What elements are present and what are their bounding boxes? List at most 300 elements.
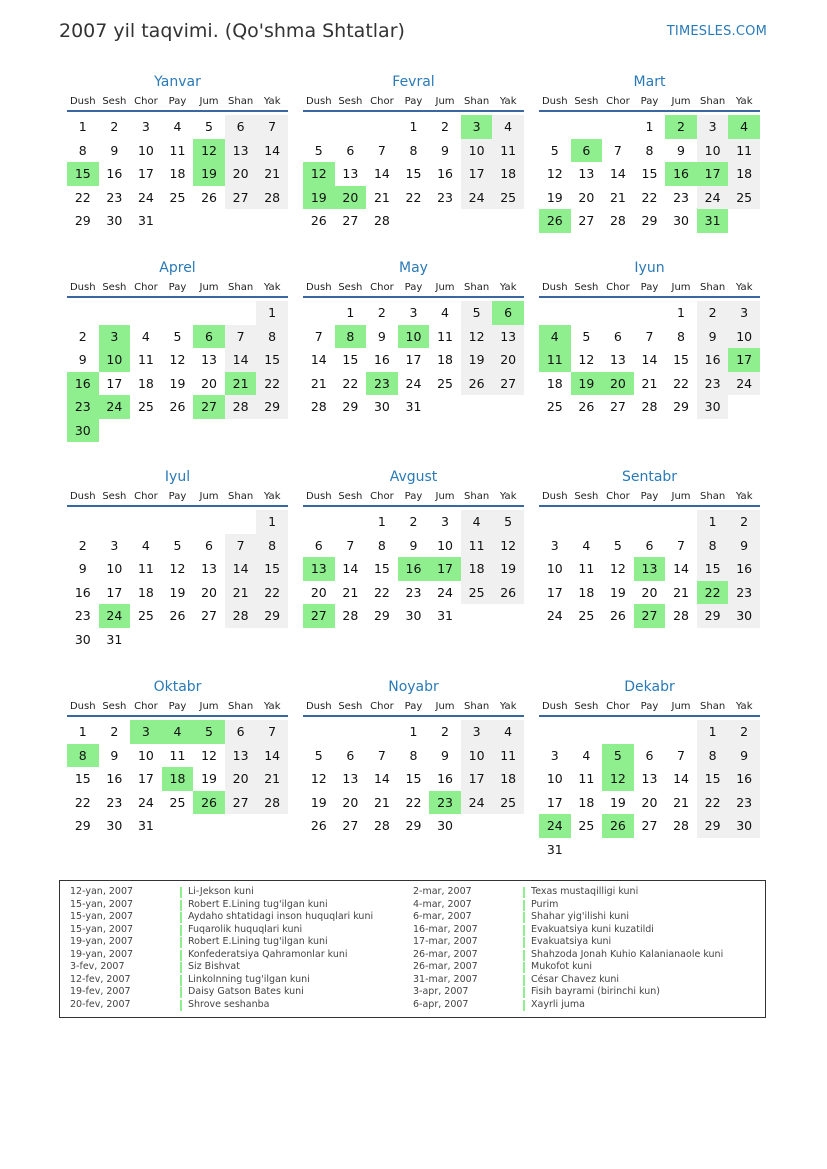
- day-cell[interactable]: 25: [137, 608, 154, 624]
- day-cell[interactable]: 1: [78, 119, 87, 135]
- holiday-day-cell[interactable]: 6: [492, 301, 524, 325]
- day-cell[interactable]: 16: [697, 348, 729, 372]
- day-cell[interactable]: 20: [641, 584, 658, 600]
- day-cell[interactable]: 4: [492, 720, 524, 744]
- day-cell[interactable]: 4: [173, 119, 182, 135]
- day-cell[interactable]: 17: [546, 584, 563, 600]
- day-cell[interactable]: 4: [492, 115, 524, 139]
- holiday-day-cell[interactable]: 26: [193, 791, 225, 815]
- day-cell[interactable]: 23: [697, 372, 729, 396]
- day-cell[interactable]: 27: [609, 399, 626, 415]
- day-cell[interactable]: 9: [78, 561, 87, 577]
- day-cell[interactable]: 6: [346, 142, 355, 158]
- holiday-day-cell[interactable]: 23: [366, 372, 398, 396]
- day-cell[interactable]: 24: [461, 186, 493, 210]
- day-cell[interactable]: 28: [609, 213, 626, 229]
- day-cell[interactable]: 12: [546, 166, 563, 182]
- holiday-day-cell[interactable]: 19: [193, 162, 225, 186]
- day-cell[interactable]: 26: [609, 608, 626, 624]
- day-cell[interactable]: 4: [441, 305, 449, 321]
- day-cell[interactable]: 17: [106, 375, 123, 391]
- holiday-day-cell[interactable]: 5: [193, 720, 225, 744]
- day-cell[interactable]: 6: [346, 747, 355, 763]
- day-cell[interactable]: 23: [74, 608, 91, 624]
- day-cell[interactable]: 6: [645, 747, 654, 763]
- day-cell[interactable]: 18: [137, 375, 154, 391]
- day-cell[interactable]: 25: [546, 399, 563, 415]
- holiday-day-cell[interactable]: 18: [162, 767, 194, 791]
- day-cell[interactable]: 5: [173, 328, 182, 344]
- day-cell[interactable]: 10: [437, 537, 453, 553]
- day-cell[interactable]: 15: [673, 352, 689, 368]
- day-cell[interactable]: 14: [225, 557, 257, 581]
- day-cell[interactable]: 25: [461, 581, 493, 605]
- day-cell[interactable]: 20: [578, 189, 595, 205]
- day-cell[interactable]: 22: [373, 584, 390, 600]
- holiday-day-cell[interactable]: 2: [665, 115, 697, 139]
- day-cell[interactable]: 10: [461, 139, 493, 163]
- day-cell[interactable]: 10: [728, 325, 760, 349]
- day-cell[interactable]: 11: [728, 139, 760, 163]
- day-cell[interactable]: 28: [673, 608, 689, 624]
- day-cell[interactable]: 10: [106, 561, 123, 577]
- day-cell[interactable]: 3: [697, 115, 729, 139]
- day-cell[interactable]: 24: [137, 189, 154, 205]
- day-cell[interactable]: 1: [377, 514, 386, 530]
- day-cell[interactable]: 3: [409, 305, 418, 321]
- day-cell[interactable]: 29: [405, 818, 422, 834]
- day-cell[interactable]: 8: [409, 142, 418, 158]
- day-cell[interactable]: 13: [342, 771, 359, 787]
- holiday-day-cell[interactable]: 27: [193, 395, 225, 419]
- day-cell[interactable]: 13: [225, 139, 257, 163]
- day-cell[interactable]: 20: [201, 584, 217, 600]
- day-cell[interactable]: 8: [256, 534, 288, 558]
- day-cell[interactable]: 14: [373, 166, 390, 182]
- day-cell[interactable]: 24: [728, 372, 760, 396]
- day-cell[interactable]: 6: [205, 537, 213, 553]
- holiday-day-cell[interactable]: 12: [193, 139, 225, 163]
- day-cell[interactable]: 14: [256, 139, 288, 163]
- day-cell[interactable]: 8: [78, 142, 87, 158]
- day-cell[interactable]: 28: [256, 186, 288, 210]
- day-cell[interactable]: 29: [256, 395, 288, 419]
- day-cell[interactable]: 27: [225, 186, 257, 210]
- day-cell[interactable]: 1: [346, 305, 355, 321]
- day-cell[interactable]: 30: [106, 818, 123, 834]
- day-cell[interactable]: 9: [728, 534, 760, 558]
- day-cell[interactable]: 15: [256, 348, 288, 372]
- day-cell[interactable]: 27: [578, 213, 595, 229]
- day-cell[interactable]: 4: [461, 510, 493, 534]
- day-cell[interactable]: 7: [225, 534, 257, 558]
- day-cell[interactable]: 16: [106, 771, 123, 787]
- holiday-day-cell[interactable]: 4: [162, 720, 194, 744]
- day-cell[interactable]: 15: [342, 352, 359, 368]
- day-cell[interactable]: 27: [342, 818, 359, 834]
- holiday-day-cell[interactable]: 12: [303, 162, 335, 186]
- holiday-day-cell[interactable]: 17: [728, 348, 760, 372]
- day-cell[interactable]: 17: [461, 162, 493, 186]
- day-cell[interactable]: 18: [461, 557, 493, 581]
- day-cell[interactable]: 22: [405, 794, 422, 810]
- day-cell[interactable]: 7: [377, 747, 386, 763]
- day-cell[interactable]: 4: [141, 328, 150, 344]
- day-cell[interactable]: 5: [314, 747, 323, 763]
- day-cell[interactable]: 4: [582, 537, 591, 553]
- day-cell[interactable]: 1: [697, 510, 729, 534]
- day-cell[interactable]: 22: [673, 375, 689, 391]
- day-cell[interactable]: 27: [201, 608, 217, 624]
- holiday-day-cell[interactable]: 3: [130, 720, 162, 744]
- day-cell[interactable]: 2: [78, 537, 87, 553]
- day-cell[interactable]: 20: [225, 767, 257, 791]
- day-cell[interactable]: 3: [110, 537, 119, 553]
- day-cell[interactable]: 25: [492, 186, 524, 210]
- day-cell[interactable]: 17: [106, 584, 123, 600]
- day-cell[interactable]: 23: [106, 189, 123, 205]
- day-cell[interactable]: 6: [225, 720, 257, 744]
- day-cell[interactable]: 12: [609, 561, 626, 577]
- day-cell[interactable]: 23: [405, 584, 422, 600]
- day-cell[interactable]: 31: [437, 608, 453, 624]
- day-cell[interactable]: 23: [437, 189, 453, 205]
- day-cell[interactable]: 2: [728, 510, 760, 534]
- day-cell[interactable]: 12: [461, 325, 493, 349]
- day-cell[interactable]: 11: [137, 352, 154, 368]
- day-cell[interactable]: 26: [492, 581, 524, 605]
- day-cell[interactable]: 14: [673, 771, 689, 787]
- holiday-day-cell[interactable]: 24: [539, 814, 571, 838]
- holiday-day-cell[interactable]: 8: [335, 325, 367, 349]
- day-cell[interactable]: 22: [74, 794, 91, 810]
- day-cell[interactable]: 3: [550, 747, 559, 763]
- day-cell[interactable]: 16: [74, 584, 91, 600]
- day-cell[interactable]: 22: [256, 581, 288, 605]
- day-cell[interactable]: 19: [609, 584, 626, 600]
- day-cell[interactable]: 18: [578, 794, 595, 810]
- day-cell[interactable]: 30: [673, 213, 689, 229]
- day-cell[interactable]: 1: [78, 724, 87, 740]
- day-cell[interactable]: 3: [728, 301, 760, 325]
- day-cell[interactable]: 23: [728, 791, 760, 815]
- holiday-day-cell[interactable]: 10: [99, 348, 131, 372]
- day-cell[interactable]: 15: [641, 166, 658, 182]
- day-cell[interactable]: 11: [492, 744, 524, 768]
- day-cell[interactable]: 8: [409, 747, 418, 763]
- day-cell[interactable]: 27: [492, 372, 524, 396]
- day-cell[interactable]: 1: [409, 119, 418, 135]
- day-cell[interactable]: 7: [677, 747, 685, 763]
- day-cell[interactable]: 7: [613, 142, 622, 158]
- day-cell[interactable]: 11: [461, 534, 493, 558]
- day-cell[interactable]: 5: [173, 537, 182, 553]
- day-cell[interactable]: 1: [409, 724, 418, 740]
- day-cell[interactable]: 7: [256, 720, 288, 744]
- day-cell[interactable]: 31: [546, 841, 563, 857]
- day-cell[interactable]: 22: [342, 375, 359, 391]
- day-cell[interactable]: 15: [74, 771, 91, 787]
- holiday-day-cell[interactable]: 26: [602, 814, 634, 838]
- day-cell[interactable]: 5: [461, 301, 493, 325]
- day-cell[interactable]: 26: [461, 372, 493, 396]
- day-cell[interactable]: 19: [461, 348, 493, 372]
- day-cell[interactable]: 1: [697, 720, 729, 744]
- day-cell[interactable]: 30: [373, 399, 390, 415]
- day-cell[interactable]: 23: [106, 794, 123, 810]
- day-cell[interactable]: 29: [697, 604, 729, 628]
- day-cell[interactable]: 25: [492, 791, 524, 815]
- day-cell[interactable]: 25: [169, 189, 186, 205]
- holiday-day-cell[interactable]: 3: [461, 115, 493, 139]
- day-cell[interactable]: 29: [74, 213, 91, 229]
- day-cell[interactable]: 15: [697, 557, 729, 581]
- day-cell[interactable]: 20: [641, 794, 658, 810]
- day-cell[interactable]: 15: [405, 166, 422, 182]
- holiday-day-cell[interactable]: 15: [67, 162, 99, 186]
- day-cell[interactable]: 2: [409, 514, 418, 530]
- day-cell[interactable]: 22: [256, 372, 288, 396]
- day-cell[interactable]: 10: [461, 744, 493, 768]
- day-cell[interactable]: 10: [546, 561, 563, 577]
- day-cell[interactable]: 26: [169, 399, 186, 415]
- day-cell[interactable]: 9: [110, 747, 119, 763]
- day-cell[interactable]: 8: [697, 534, 729, 558]
- day-cell[interactable]: 30: [697, 395, 729, 419]
- day-cell[interactable]: 14: [256, 744, 288, 768]
- day-cell[interactable]: 9: [697, 325, 729, 349]
- day-cell[interactable]: 21: [256, 162, 288, 186]
- day-cell[interactable]: 18: [169, 166, 186, 182]
- holiday-day-cell[interactable]: 20: [335, 186, 367, 210]
- day-cell[interactable]: 21: [225, 581, 257, 605]
- day-cell[interactable]: 26: [310, 818, 327, 834]
- day-cell[interactable]: 3: [141, 119, 150, 135]
- day-cell[interactable]: 7: [225, 325, 257, 349]
- day-cell[interactable]: 3: [441, 514, 449, 530]
- day-cell[interactable]: 20: [342, 794, 359, 810]
- day-cell[interactable]: 24: [697, 186, 729, 210]
- holiday-day-cell[interactable]: 6: [571, 139, 603, 163]
- day-cell[interactable]: 12: [169, 561, 186, 577]
- holiday-day-cell[interactable]: 11: [539, 348, 571, 372]
- holiday-day-cell[interactable]: 19: [303, 186, 335, 210]
- day-cell[interactable]: 26: [169, 608, 186, 624]
- day-cell[interactable]: 11: [492, 139, 524, 163]
- day-cell[interactable]: 10: [137, 142, 154, 158]
- day-cell[interactable]: 12: [310, 771, 327, 787]
- day-cell[interactable]: 15: [256, 557, 288, 581]
- day-cell[interactable]: 18: [492, 767, 524, 791]
- day-cell[interactable]: 8: [645, 142, 654, 158]
- day-cell[interactable]: 6: [645, 537, 654, 553]
- day-cell[interactable]: 20: [201, 375, 217, 391]
- day-cell[interactable]: 12: [201, 747, 217, 763]
- day-cell[interactable]: 25: [437, 375, 453, 391]
- day-cell[interactable]: 16: [106, 166, 123, 182]
- day-cell[interactable]: 28: [641, 399, 658, 415]
- holiday-day-cell[interactable]: 17: [697, 162, 729, 186]
- day-cell[interactable]: 6: [314, 537, 323, 553]
- day-cell[interactable]: 5: [582, 328, 591, 344]
- day-cell[interactable]: 7: [346, 537, 355, 553]
- day-cell[interactable]: 8: [677, 328, 685, 344]
- day-cell[interactable]: 9: [441, 747, 449, 763]
- holiday-day-cell[interactable]: 13: [634, 557, 666, 581]
- holiday-day-cell[interactable]: 6: [193, 325, 225, 349]
- day-cell[interactable]: 29: [373, 608, 390, 624]
- holiday-day-cell[interactable]: 27: [634, 604, 666, 628]
- day-cell[interactable]: 26: [201, 189, 217, 205]
- day-cell[interactable]: 14: [373, 771, 390, 787]
- day-cell[interactable]: 30: [106, 213, 123, 229]
- day-cell[interactable]: 13: [609, 352, 626, 368]
- day-cell[interactable]: 30: [74, 631, 91, 647]
- day-cell[interactable]: 8: [377, 537, 386, 553]
- day-cell[interactable]: 13: [492, 325, 524, 349]
- day-cell[interactable]: 29: [74, 818, 91, 834]
- day-cell[interactable]: 12: [169, 352, 186, 368]
- day-cell[interactable]: 12: [578, 352, 595, 368]
- day-cell[interactable]: 27: [342, 213, 359, 229]
- day-cell[interactable]: 13: [578, 166, 595, 182]
- day-cell[interactable]: 28: [373, 818, 390, 834]
- day-cell[interactable]: 1: [677, 305, 685, 321]
- day-cell[interactable]: 14: [609, 166, 626, 182]
- day-cell[interactable]: 16: [728, 767, 760, 791]
- day-cell[interactable]: 1: [256, 301, 288, 325]
- day-cell[interactable]: 8: [256, 325, 288, 349]
- day-cell[interactable]: 16: [437, 771, 453, 787]
- holiday-day-cell[interactable]: 10: [398, 325, 430, 349]
- day-cell[interactable]: 29: [342, 399, 359, 415]
- holiday-day-cell[interactable]: 19: [571, 372, 603, 396]
- day-cell[interactable]: 24: [405, 375, 422, 391]
- day-cell[interactable]: 2: [728, 720, 760, 744]
- day-cell[interactable]: 24: [437, 584, 453, 600]
- day-cell[interactable]: 28: [373, 213, 390, 229]
- day-cell[interactable]: 18: [578, 584, 595, 600]
- day-cell[interactable]: 9: [441, 142, 449, 158]
- day-cell[interactable]: 19: [169, 584, 186, 600]
- holiday-day-cell[interactable]: 17: [429, 557, 461, 581]
- day-cell[interactable]: 6: [225, 115, 257, 139]
- day-cell[interactable]: 22: [74, 189, 91, 205]
- day-cell[interactable]: 21: [342, 584, 359, 600]
- day-cell[interactable]: 2: [697, 301, 729, 325]
- holiday-day-cell[interactable]: 20: [602, 372, 634, 396]
- day-cell[interactable]: 18: [492, 162, 524, 186]
- day-cell[interactable]: 28: [342, 608, 359, 624]
- day-cell[interactable]: 20: [310, 584, 327, 600]
- day-cell[interactable]: 31: [137, 818, 154, 834]
- day-cell[interactable]: 21: [609, 189, 626, 205]
- day-cell[interactable]: 31: [106, 631, 123, 647]
- day-cell[interactable]: 24: [461, 791, 493, 815]
- day-cell[interactable]: 18: [728, 162, 760, 186]
- day-cell[interactable]: 14: [225, 348, 257, 372]
- day-cell[interactable]: 2: [110, 724, 119, 740]
- holiday-day-cell[interactable]: 24: [99, 604, 131, 628]
- holiday-day-cell[interactable]: 3: [99, 325, 131, 349]
- day-cell[interactable]: 28: [673, 818, 689, 834]
- day-cell[interactable]: 7: [256, 115, 288, 139]
- day-cell[interactable]: 18: [546, 375, 563, 391]
- holiday-day-cell[interactable]: 30: [67, 419, 99, 443]
- holiday-day-cell[interactable]: 24: [99, 395, 131, 419]
- day-cell[interactable]: 25: [137, 399, 154, 415]
- day-cell[interactable]: 3: [550, 537, 559, 553]
- day-cell[interactable]: 25: [578, 818, 595, 834]
- day-cell[interactable]: 25: [578, 608, 595, 624]
- holiday-day-cell[interactable]: 4: [539, 325, 571, 349]
- day-cell[interactable]: 15: [697, 767, 729, 791]
- day-cell[interactable]: 16: [728, 557, 760, 581]
- day-cell[interactable]: 9: [728, 744, 760, 768]
- day-cell[interactable]: 11: [169, 747, 186, 763]
- day-cell[interactable]: 26: [578, 399, 595, 415]
- holiday-day-cell[interactable]: 12: [602, 767, 634, 791]
- day-cell[interactable]: 17: [546, 794, 563, 810]
- day-cell[interactable]: 5: [314, 142, 323, 158]
- holiday-day-cell[interactable]: 16: [665, 162, 697, 186]
- day-cell[interactable]: 13: [201, 352, 217, 368]
- day-cell[interactable]: 13: [641, 771, 658, 787]
- day-cell[interactable]: 4: [141, 537, 150, 553]
- day-cell[interactable]: 23: [728, 581, 760, 605]
- day-cell[interactable]: 14: [673, 561, 689, 577]
- day-cell[interactable]: 22: [405, 189, 422, 205]
- day-cell[interactable]: 7: [645, 328, 654, 344]
- day-cell[interactable]: 19: [546, 189, 563, 205]
- holiday-day-cell[interactable]: 22: [697, 581, 729, 605]
- day-cell[interactable]: 15: [405, 771, 422, 787]
- holiday-day-cell[interactable]: 5: [602, 744, 634, 768]
- day-cell[interactable]: 2: [377, 305, 386, 321]
- day-cell[interactable]: 21: [310, 375, 327, 391]
- day-cell[interactable]: 27: [225, 791, 257, 815]
- day-cell[interactable]: 18: [137, 584, 154, 600]
- day-cell[interactable]: 13: [342, 166, 359, 182]
- day-cell[interactable]: 25: [169, 794, 186, 810]
- day-cell[interactable]: 22: [641, 189, 658, 205]
- day-cell[interactable]: 9: [377, 328, 386, 344]
- day-cell[interactable]: 24: [546, 608, 563, 624]
- day-cell[interactable]: 16: [437, 166, 453, 182]
- day-cell[interactable]: 20: [225, 162, 257, 186]
- holiday-day-cell[interactable]: 16: [67, 372, 99, 396]
- day-cell[interactable]: 30: [405, 608, 422, 624]
- day-cell[interactable]: 17: [461, 767, 493, 791]
- holiday-day-cell[interactable]: 31: [697, 209, 729, 233]
- holiday-day-cell[interactable]: 16: [398, 557, 430, 581]
- day-cell[interactable]: 20: [492, 348, 524, 372]
- day-cell[interactable]: 21: [673, 584, 689, 600]
- day-cell[interactable]: 29: [641, 213, 658, 229]
- day-cell[interactable]: 17: [405, 352, 422, 368]
- day-cell[interactable]: 28: [310, 399, 327, 415]
- day-cell[interactable]: 22: [697, 791, 729, 815]
- day-cell[interactable]: 30: [437, 818, 453, 834]
- day-cell[interactable]: 13: [201, 561, 217, 577]
- day-cell[interactable]: 7: [677, 537, 685, 553]
- day-cell[interactable]: 11: [137, 561, 154, 577]
- day-cell[interactable]: 29: [256, 604, 288, 628]
- day-cell[interactable]: 27: [641, 818, 658, 834]
- day-cell[interactable]: 26: [310, 213, 327, 229]
- day-cell[interactable]: 7: [377, 142, 386, 158]
- day-cell[interactable]: 14: [641, 352, 658, 368]
